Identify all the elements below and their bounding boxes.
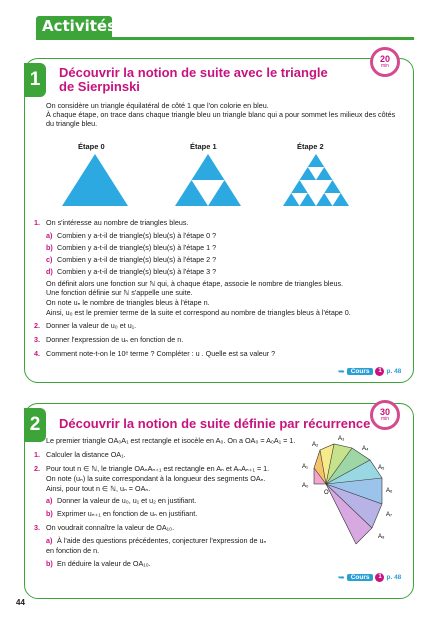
act1-q3-text: Donner l'expression de uₙ en fonction de n. (46, 335, 184, 344)
page-number: 44 (16, 598, 25, 607)
act2-q3b-letter: b) (46, 559, 53, 568)
act2-q3-text: On voudrait connaître la valeur de OA₁₀. (46, 523, 175, 532)
activity-1-timer-unit: min (380, 63, 390, 69)
header-rule (36, 37, 414, 40)
stage-1-label: Étape 1 (190, 142, 217, 151)
activity-2-number: 2 (24, 408, 46, 442)
act2-qb-letter: b) (46, 509, 53, 518)
cours-label: Cours (347, 368, 374, 375)
blue-triangle (62, 154, 128, 206)
label-A1: A₁ (302, 464, 309, 470)
act2-q3-number: 3. (34, 523, 40, 532)
act1-qc-letter: c) (46, 255, 53, 264)
cours-number: 1 (375, 367, 384, 376)
act2-q3a-letter: a) (46, 536, 53, 545)
activities-header-tab (36, 16, 117, 38)
act2-qa-text: Donner la valeur de u₀, u₁ et u₂ en justifiant. (57, 496, 197, 505)
act2-q3a-line2: en fonction de n. (46, 546, 100, 555)
activity-1-timer-value: 20 (379, 54, 390, 64)
act2-q1-text: Calculer la distance OA₁. (46, 450, 126, 459)
act1-para-4: Ainsi, u₀ est le premier terme de la suite et correspond au nombre de triangles bleus à l'étape 0. (46, 308, 351, 317)
label-A3: A₃ (338, 436, 345, 442)
act1-intro-2: À chaque étape, on trace dans chaque triangle bleu un triangle blanc qui a pour sommet les milieux des côtés (46, 110, 396, 119)
act1-q1-text: On s'intéresse au nombre de triangles bleus. (46, 218, 189, 227)
act1-qb-letter: b) (46, 243, 53, 252)
act1-intro-3: du triangle bleu. (46, 119, 98, 128)
act2-q2-number: 2. (34, 464, 40, 473)
sierpinski-stage-2-figure (281, 152, 351, 208)
activity-1-timer (370, 47, 400, 77)
act1-q1-number: 1. (34, 218, 40, 227)
act1-q4-number: 4. (34, 349, 40, 358)
activity-2-timer-unit: min (380, 416, 390, 422)
act1-para-3: On note uₙ le nombre de triangles bleus à l'étape n. (46, 298, 210, 307)
act2-cours-link[interactable] (338, 573, 401, 582)
activities-header-label: Activités (42, 17, 117, 35)
act1-qd-letter: d) (46, 267, 53, 276)
act1-qb-text: Combien y a-t-il de triangle(s) bleu(s) à l'étape 1 ? (57, 243, 217, 252)
arrow-right-icon: ➥ (338, 367, 345, 376)
act1-q2-number: 2. (34, 321, 40, 330)
act1-para-2: Une fonction définie sur ℕ s'appelle une suite. (46, 288, 193, 297)
label-A6: A₆ (386, 488, 393, 494)
act2-q2-text: Pour tout n ∈ ℕ, le triangle OAₙAₙ₊₁ est rectangle en Aₙ et AₙAₙ₊₁ = 1. (46, 464, 270, 473)
arrow-right-icon: ➥ (338, 573, 345, 582)
act2-q3b-text: En déduire la valeur de OA₁₀. (57, 559, 151, 568)
act1-cours-link[interactable] (338, 367, 401, 376)
activity-1-number: 1 (24, 63, 46, 97)
act1-q4-text: Comment note-t-on le 10ᵉ terme ? Compléter : u . Quelle est sa valeur ? (46, 349, 276, 358)
act1-q3-number: 3. (34, 335, 40, 344)
cours-number: 1 (375, 573, 384, 582)
label-A0: A₀ (302, 483, 309, 489)
label-A4: A₄ (362, 446, 369, 452)
cours-page: p. 48 (386, 574, 402, 581)
act2-q2-line3: Ainsi, pour tout n ∈ ℕ, uₙ = OAₙ. (46, 484, 151, 493)
label-O: O (324, 490, 329, 496)
act2-qb-text: Exprimer uₙ₊₁ en fonction de uₙ en justifiant. (57, 509, 198, 518)
stage-0-label: Étape 0 (78, 142, 105, 151)
act1-qa-letter: a) (46, 231, 53, 240)
act2-q2-line2: On note (uₙ) la suite correspondant à la longueur des segments OAₙ. (46, 474, 266, 483)
theodorus-spiral-figure (298, 432, 398, 558)
act2-q3a-text: À l'aide des questions précédentes, conjecturer l'expression de uₙ (57, 536, 267, 545)
sierpinski-stage-0-figure (60, 152, 130, 208)
act1-qd-text: Combien y a-t-il de triangle(s) bleu(s) à l'étape 3 ? (57, 267, 217, 276)
sierpinski-stage-1-figure (173, 152, 243, 208)
act2-intro: Le premier triangle OA₀A₁ est rectangle et isocèle en A₀. On a OA₀ = A₀A₁ = 1. (46, 436, 296, 445)
activity-1-title-line1: Découvrir la notion de suite avec le triangle (59, 65, 328, 80)
activity-2-title: Découvrir la notion de suite définie par récurrence (59, 416, 371, 431)
label-A7: A₇ (386, 512, 393, 518)
act2-q1-number: 1. (34, 450, 40, 459)
cours-label: Cours (347, 574, 374, 581)
activity-1-title-line2: de Sierpinski (59, 79, 140, 94)
label-A8: A₈ (378, 534, 385, 540)
act1-qc-text: Combien y a-t-il de triangle(s) bleu(s) à l'étape 2 ? (57, 255, 217, 264)
act1-intro-1: On considère un triangle équilatéral de côté 1 que l'on colorie en bleu. (46, 101, 269, 110)
activity-2-timer-value: 30 (379, 407, 390, 417)
label-A2: A₂ (312, 442, 319, 448)
act1-qa-text: Combien y a-t-il de triangle(s) bleu(s) à l'étape 0 ? (57, 231, 217, 240)
cours-page: p. 48 (386, 368, 402, 375)
act2-qa-letter: a) (46, 496, 53, 505)
act1-para-1: On définit alors une fonction sur ℕ qui, à chaque étape, associe le nombre de triangles bleus. (46, 279, 344, 288)
activity-2-timer (370, 400, 400, 430)
stage-2-label: Étape 2 (297, 142, 324, 151)
act1-q2-text: Donner la valeur de u₀ et u₁. (46, 321, 137, 330)
label-A5: A₅ (378, 465, 385, 471)
